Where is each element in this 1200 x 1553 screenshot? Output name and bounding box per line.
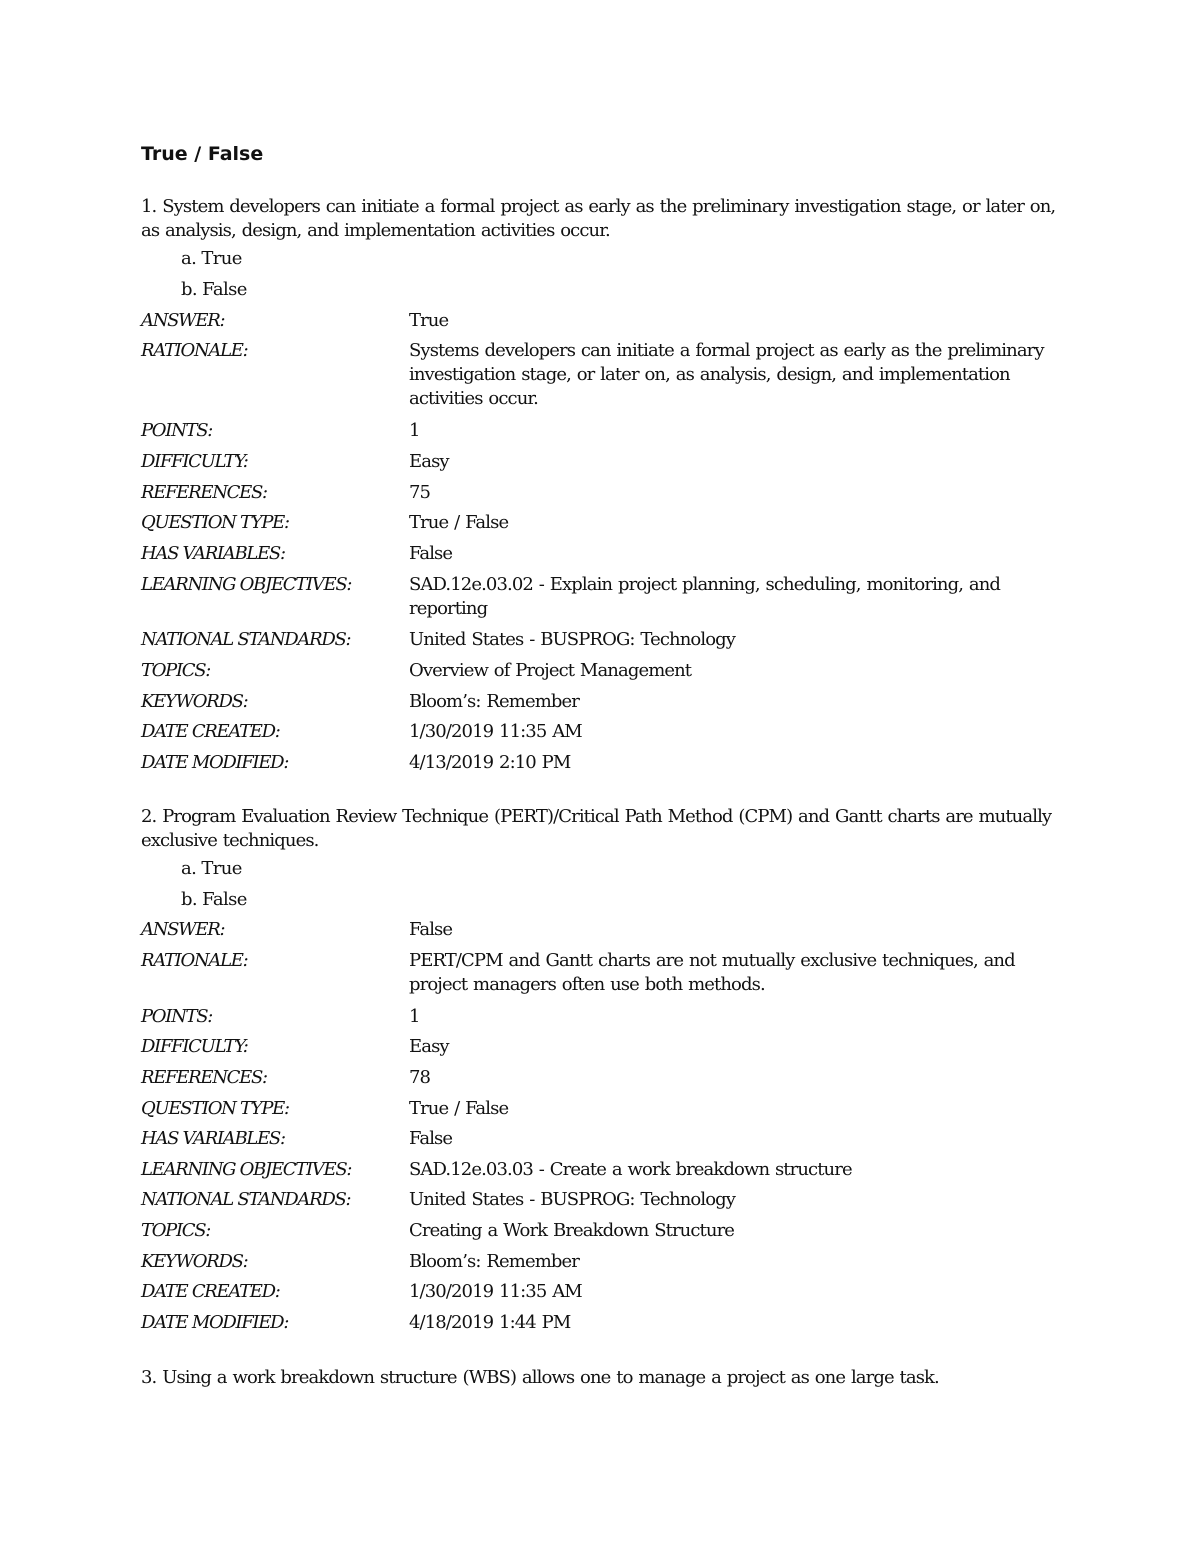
question-1-prompt: 1. System developers can initiate a formal project as early as the preliminary investigation stage, or later on, as analysis, design, and implementation activities occur.	[141, 196, 1056, 241]
q2-rationale-value: PERT/CPM and Gantt charts are not mutually exclusive techniques, and project managers often use both methods.	[409, 950, 1015, 995]
q1-date-modified-value: 4/13/2019 2:10 PM	[409, 752, 571, 773]
q1-references-label: REFERENCES:	[141, 482, 267, 503]
q2-points-label: POINTS:	[141, 1006, 213, 1027]
q2-points-value: 1	[409, 1006, 420, 1027]
question-1-option-b: b. False	[181, 279, 247, 300]
q1-difficulty-label: DIFFICULTY:	[141, 451, 248, 472]
q1-points-value: 1	[409, 420, 420, 441]
q2-learning-objectives-value: SAD.12e.03.03 - Create a work breakdown structure	[409, 1159, 852, 1180]
q2-keywords-value: Bloom’s: Remember	[409, 1251, 579, 1272]
q2-difficulty-label: DIFFICULTY:	[141, 1036, 248, 1057]
q2-question-type-label: QUESTION TYPE:	[141, 1098, 289, 1119]
q2-rationale-label: RATIONALE:	[141, 950, 248, 971]
q1-question-type-value: True / False	[409, 512, 509, 533]
question-1-option-a: a. True	[181, 248, 242, 269]
q2-topics-label: TOPICS:	[141, 1220, 211, 1241]
q2-answer-value: False	[409, 919, 453, 940]
q1-difficulty-value: Easy	[409, 451, 449, 472]
q1-keywords-label: KEYWORDS:	[141, 691, 248, 712]
q2-question-type-value: True / False	[409, 1098, 509, 1119]
q2-national-standards-label: NATIONAL STANDARDS:	[141, 1189, 351, 1210]
q2-learning-objectives-label: LEARNING OBJECTIVES:	[141, 1159, 352, 1180]
q2-has-variables-label: HAS VARIABLES:	[141, 1128, 285, 1149]
q1-topics-label: TOPICS:	[141, 660, 211, 681]
q1-rationale-value: Systems developers can initiate a formal project as early as the preliminary investigation stage, or later on, as analysis, design, and implementation activities occur.	[409, 340, 1044, 409]
q1-keywords-value: Bloom’s: Remember	[409, 691, 579, 712]
q1-date-modified-label: DATE MODIFIED:	[141, 752, 289, 773]
q2-keywords-label: KEYWORDS:	[141, 1251, 248, 1272]
q1-points-label: POINTS:	[141, 420, 213, 441]
q1-learning-objectives-label: LEARNING OBJECTIVES:	[141, 574, 352, 595]
q2-has-variables-value: False	[409, 1128, 453, 1149]
q1-answer-label: ANSWER:	[141, 310, 225, 331]
q1-date-created-value: 1/30/2019 11:35 AM	[409, 721, 582, 742]
q2-topics-value: Creating a Work Breakdown Structure	[409, 1220, 735, 1241]
question-2-option-b: b. False	[181, 889, 247, 910]
q2-date-created-value: 1/30/2019 11:35 AM	[409, 1281, 582, 1302]
question-2-option-a: a. True	[181, 858, 242, 879]
q1-national-standards-value: United States - BUSPROG: Technology	[409, 629, 736, 650]
q2-date-modified-value: 4/18/2019 1:44 PM	[409, 1312, 571, 1333]
section-title: True / False	[141, 143, 264, 165]
q2-date-created-label: DATE CREATED:	[141, 1281, 280, 1302]
q2-references-label: REFERENCES:	[141, 1067, 267, 1088]
q1-national-standards-label: NATIONAL STANDARDS:	[141, 629, 351, 650]
q1-answer-value: True	[409, 310, 449, 331]
q1-has-variables-value: False	[409, 543, 453, 564]
q2-references-value: 78	[409, 1067, 431, 1088]
q1-has-variables-label: HAS VARIABLES:	[141, 543, 285, 564]
q2-national-standards-value: United States - BUSPROG: Technology	[409, 1189, 736, 1210]
q1-question-type-label: QUESTION TYPE:	[141, 512, 289, 533]
q1-references-value: 75	[409, 482, 431, 503]
q2-answer-label: ANSWER:	[141, 919, 225, 940]
question-2-prompt: 2. Program Evaluation Review Technique (PERT)/Critical Path Method (CPM) and Gantt charts are mutually exclusive techniques.	[141, 806, 1052, 851]
q2-difficulty-value: Easy	[409, 1036, 449, 1057]
q1-date-created-label: DATE CREATED:	[141, 721, 280, 742]
question-3-prompt: 3. Using a work breakdown structure (WBS) allows one to manage a project as one large task.	[141, 1367, 939, 1388]
q1-learning-objectives-value: SAD.12e.03.02 - Explain project planning, scheduling, monitoring, and reporting	[409, 574, 1001, 619]
q2-date-modified-label: DATE MODIFIED:	[141, 1312, 289, 1333]
q1-rationale-label: RATIONALE:	[141, 340, 248, 361]
q1-topics-value: Overview of Project Management	[409, 660, 692, 681]
